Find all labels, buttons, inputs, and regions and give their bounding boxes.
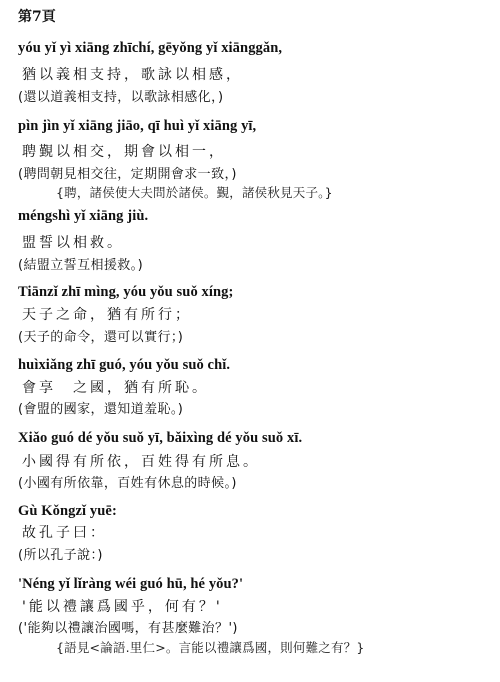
translation-line: (會盟的國家，還知道羞恥。) [18, 402, 184, 417]
translation-line: (聘問朝見相交往，定期開會求一致，) [18, 167, 237, 182]
translation-line: (結盟立誓互相援救。) [18, 258, 144, 273]
translation-line: (天子的命令，還可以實行；) [18, 330, 184, 345]
translation-line: (還以道義相支持，以歌詠相感化，) [18, 90, 224, 105]
pinyin-line: 'Néng yǐ lǐràng wéi guó hū, hé yǒu?' [18, 576, 244, 592]
chinese-line: 故孔子曰： [22, 525, 107, 541]
annotation-note: {語見<論語.里仁>。言能以禮讓爲國，則何難之有？} [56, 640, 365, 655]
pinyin-line: méngshì yǐ xiāng jiù. [18, 208, 149, 224]
chinese-line: '能以禮讓爲國乎，何有？' [22, 599, 223, 615]
translation-line: (小國有所依靠，百姓有休息的時候。) [18, 476, 237, 491]
pinyin-line: Tiānzǐ zhī mìng, yóu yǒu suǒ xíng; [18, 284, 234, 300]
page-header: 第7頁 [18, 9, 56, 25]
chinese-line: 天子之命，猶有所行； [22, 307, 192, 323]
chinese-line: 聘覲以相交，期會以相一， [22, 144, 226, 160]
pinyin-line: pìn jìn yǐ xiāng jiāo, qī huì yǐ xiāng yī, [18, 118, 257, 134]
chinese-line: 盟誓以相救。 [22, 235, 124, 251]
pinyin-line: Xiǎo guó dé yǒu suǒ yī, bǎixìng dé yǒu suǒ xī. [18, 430, 303, 446]
translation-line: ('能夠以禮讓治國嗎，有甚麼難治？') [18, 621, 238, 636]
pinyin-line: huìxiǎng zhī guó, yóu yǒu suǒ chǐ. [18, 357, 231, 373]
chinese-line: 會享 之國，猶有所恥。 [22, 380, 209, 396]
chinese-line: 猶以義相支持，歌詠以相感， [22, 67, 243, 83]
annotation-note: {聘，諸侯使大夫問於諸侯。覲，諸侯秋見天子。} [56, 185, 333, 200]
pinyin-line: yóu yǐ yì xiāng zhīchí, gēyǒng yǐ xiānggǎn, [18, 40, 283, 56]
chinese-line: 小國得有所依，百姓得有所息。 [22, 454, 260, 470]
translation-line: (所以孔子說：) [18, 548, 103, 563]
pinyin-line: Gù Kǒngzǐ yuē: [18, 503, 117, 519]
